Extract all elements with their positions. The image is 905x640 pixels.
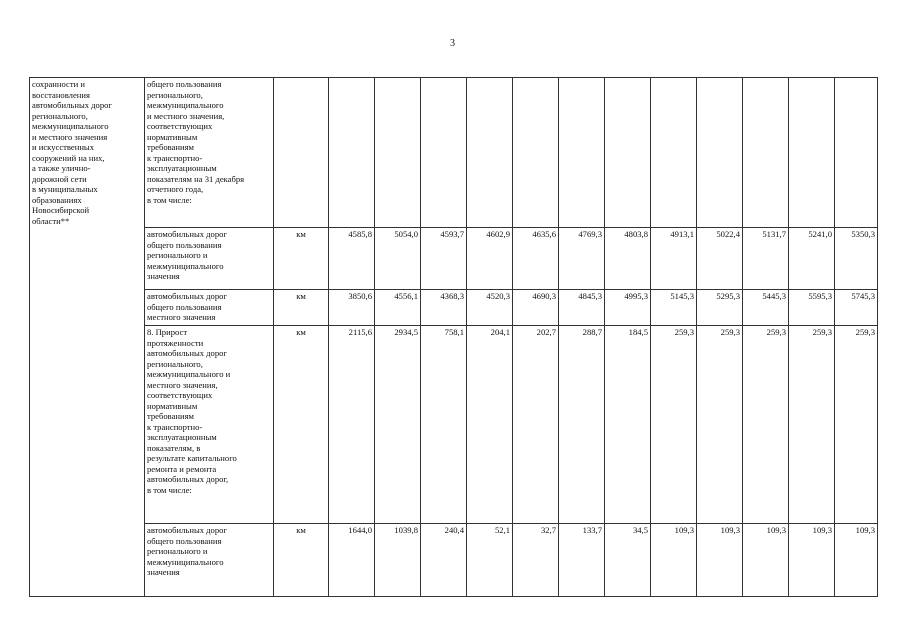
group-text-line: восстановления: [32, 89, 90, 100]
value-cell: 2934,5: [375, 326, 421, 524]
value-cell: 4368,3: [421, 290, 467, 326]
indicator-text-line: межмуниципального: [147, 260, 224, 271]
indicator-group-cell: [30, 78, 145, 597]
table-row: [30, 228, 878, 290]
value-cell: [605, 78, 651, 228]
group-text-line: дорожной сети: [32, 173, 87, 184]
indicator-text-line: отчетного года,: [147, 184, 204, 194]
value-cell: 4845,3: [559, 290, 605, 326]
value-cell: [513, 78, 559, 228]
indicator-name-cell: [145, 326, 274, 524]
value-cell: 288,7: [559, 326, 605, 524]
unit-cell: км: [274, 524, 329, 597]
value-cell: 202,7: [513, 326, 559, 524]
value-cell: 4585,8: [329, 228, 375, 290]
indicator-text-line: значения: [147, 567, 180, 577]
group-text-line: и местного значения: [32, 131, 108, 142]
value-cell: 3850,6: [329, 290, 375, 326]
value-cell: 5145,3: [651, 290, 697, 326]
value-cell: 259,3: [743, 326, 789, 524]
value-cell: 32,7: [513, 524, 559, 597]
indicator-text-line: соответствующих: [147, 390, 213, 400]
indicator-text-line: местного значения,: [147, 379, 218, 390]
indicator-text-line: межмуниципального: [147, 556, 224, 567]
value-cell: 4602,9: [467, 228, 513, 290]
table-row: [30, 290, 878, 326]
indicator-text-line: автомобильных дорог: [147, 348, 227, 358]
indicator-text-line: автомобильных дорог: [147, 229, 227, 239]
indicator-text-line: регионального,: [147, 89, 203, 100]
value-cell: 109,3: [651, 524, 697, 597]
indicator-text-line: эксплуатационным: [147, 163, 217, 173]
value-cell: 259,3: [789, 326, 835, 524]
value-cell: 5350,3: [835, 228, 878, 290]
value-cell: 109,3: [743, 524, 789, 597]
indicator-text-line: общего пользования: [147, 301, 222, 312]
value-cell: 259,3: [697, 326, 743, 524]
unit-cell: км: [274, 228, 329, 290]
group-text-line: сохранности и: [32, 79, 85, 89]
indicator-text-line: регионального и: [147, 250, 208, 260]
value-cell: 5131,7: [743, 228, 789, 290]
indicator-text-line: показателям на 31 декабря: [147, 173, 245, 184]
unit-cell: [274, 78, 329, 228]
indicator-text-line: местного значения: [147, 312, 216, 322]
page-number: 3: [450, 38, 455, 49]
value-cell: 204,1: [467, 326, 513, 524]
value-cell: 34,5: [605, 524, 651, 597]
group-text-line: сооружений на них,: [32, 152, 105, 163]
indicator-text-line: и местного значения,: [147, 110, 225, 121]
value-cell: 259,3: [835, 326, 878, 524]
group-text-line: образованиях: [32, 194, 82, 205]
indicator-text-line: нормативным: [147, 400, 198, 411]
indicator-name-cell: [145, 228, 274, 290]
value-cell: 4769,3: [559, 228, 605, 290]
value-cell: [375, 78, 421, 228]
value-cell: 259,3: [651, 326, 697, 524]
group-text-line: автомобильных дорог: [32, 100, 112, 110]
group-text-line: межмуниципального: [32, 121, 109, 131]
indicator-name-cell: [145, 78, 274, 228]
group-text-line: и искусственных: [32, 142, 94, 152]
value-cell: 5595,3: [789, 290, 835, 326]
indicator-text-line: нормативным: [147, 131, 198, 142]
value-cell: 184,5: [605, 326, 651, 524]
indicator-text-line: межмуниципального: [147, 100, 224, 110]
value-cell: 5241,0: [789, 228, 835, 290]
indicator-text-line: автомобильных дорог,: [147, 474, 229, 484]
indicator-text-line: автомобильных дорог: [147, 525, 227, 535]
value-cell: 4995,3: [605, 290, 651, 326]
value-cell: 5745,3: [835, 290, 878, 326]
indicator-text-line: требованиям: [147, 142, 194, 152]
value-cell: 109,3: [697, 524, 743, 597]
table-row: [30, 78, 878, 228]
value-cell: [743, 78, 789, 228]
value-cell: 4520,3: [467, 290, 513, 326]
value-cell: 5445,3: [743, 290, 789, 326]
value-cell: 240,4: [421, 524, 467, 597]
indicator-text-line: требованиям: [147, 411, 194, 421]
value-cell: [329, 78, 375, 228]
indicator-text-line: значения: [147, 271, 180, 281]
indicator-text-line: межмуниципального и: [147, 369, 231, 379]
indicator-text-line: регионального и: [147, 546, 208, 556]
group-text-line: регионального,: [32, 110, 88, 121]
value-cell: 758,1: [421, 326, 467, 524]
value-cell: 4913,1: [651, 228, 697, 290]
group-text-line: области**: [32, 215, 70, 226]
group-text-line: в муниципальных: [32, 184, 98, 194]
value-cell: 4556,1: [375, 290, 421, 326]
unit-cell: км: [274, 290, 329, 326]
value-cell: [835, 78, 878, 228]
indicator-name-cell: [145, 290, 274, 326]
value-cell: [467, 78, 513, 228]
value-cell: 133,7: [559, 524, 605, 597]
indicator-text-line: автомобильных дорог: [147, 291, 227, 301]
value-cell: [559, 78, 605, 228]
indicator-text-line: соответствующих: [147, 121, 213, 131]
table-row: [30, 326, 878, 524]
indicator-text-line: эксплуатационным: [147, 432, 217, 442]
value-cell: 4635,6: [513, 228, 559, 290]
indicator-text-line: общего пользования: [147, 239, 222, 250]
indicators-table: [29, 77, 878, 597]
indicator-text-line: в том числе:: [147, 484, 192, 495]
indicator-text-line: к транспортно-: [147, 421, 203, 432]
indicator-text-line: общего пользования: [147, 79, 222, 89]
value-cell: 52,1: [467, 524, 513, 597]
indicator-text-line: протяженности: [147, 337, 204, 348]
value-cell: 5022,4: [697, 228, 743, 290]
value-cell: 2115,6: [329, 326, 375, 524]
indicator-text-line: ремонта и ремонта: [147, 463, 217, 474]
value-cell: 109,3: [789, 524, 835, 597]
group-text-line: Новосибирской: [32, 205, 90, 215]
indicator-text-line: 8. Прирост: [147, 327, 188, 337]
value-cell: 5054,0: [375, 228, 421, 290]
unit-cell: км: [274, 326, 329, 524]
indicator-text-line: в том числе:: [147, 194, 192, 205]
table-row: [30, 524, 878, 597]
indicator-text-line: показателям, в: [147, 442, 201, 453]
value-cell: 5295,3: [697, 290, 743, 326]
value-cell: 1644,0: [329, 524, 375, 597]
indicator-text-line: результате капитального: [147, 453, 237, 463]
value-cell: 4690,3: [513, 290, 559, 326]
value-cell: [697, 78, 743, 228]
value-cell: 4593,7: [421, 228, 467, 290]
indicator-name-cell: [145, 524, 274, 597]
value-cell: [651, 78, 697, 228]
value-cell: 4803,8: [605, 228, 651, 290]
value-cell: [789, 78, 835, 228]
indicator-text-line: общего пользования: [147, 535, 222, 546]
value-cell: [421, 78, 467, 228]
group-text-line: а также улично-: [32, 163, 91, 173]
value-cell: 109,3: [835, 524, 878, 597]
indicator-text-line: регионального,: [147, 358, 203, 369]
indicator-text-line: к транспортно-: [147, 152, 203, 163]
value-cell: 1039,8: [375, 524, 421, 597]
